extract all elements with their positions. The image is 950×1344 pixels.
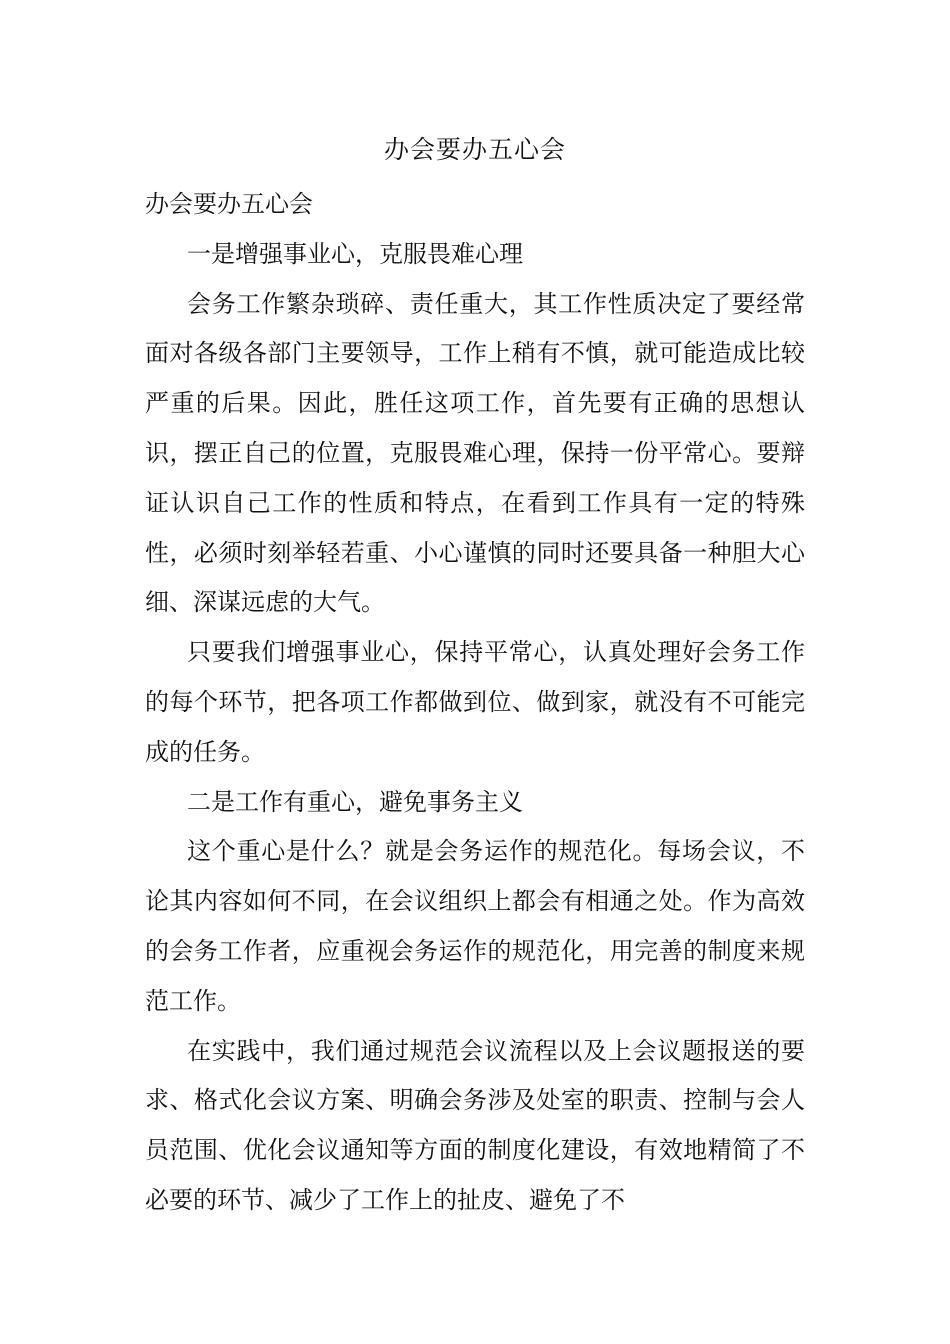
document-body [145, 180, 805, 1226]
page-title: 办会要办五心会 [383, 135, 566, 164]
body-paragraph-4: 在实践中，我们通过规范会议流程以及上会议题报送的要求、格式化会议方案、明确会务涉及处室的职责、控制与会人员范围、优化会议通知等方面的制度化建设，有效地精简了不必要的环节、减少了工作上的扯皮、避免了不 [145, 1036, 805, 1214]
section-heading-2: 二是工作有重心，避免事务主义 [187, 787, 523, 816]
body-paragraph-3: 这个重心是什么？就是会务运作的规范化。每场会议，不论其内容如何不同，在会议组织上都会有相通之处。作为高效的会务工作者，应重视会务运作的规范化，用完善的制度来规范工作。 [145, 837, 805, 1015]
body-paragraph-1: 会务工作繁杂琐碎、责任重大，其工作性质决定了要经常面对各级各部门主要领导，工作上稍有不慎，就可能造成比较严重的后果。因此，胜任这项工作，首先要有正确的思想认识，摆正自己的位置，克服畏难心理，保持一份平常心。要辩证认识自己工作的性质和特点，在看到工作具有一定的特殊性，必须时刻举轻若重、小心谨慎的同时还要具备一种胆大心细、深谋远虑的大气。 [145, 289, 805, 617]
document-subtitle: 办会要办五心会 [145, 190, 313, 218]
body-paragraph-2: 只要我们增强事业心，保持平常心，认真处理好会务工作的每个环节，把各项工作都做到位、做到家，就没有不可能完成的任务。 [145, 638, 805, 766]
section-heading-1: 一是增强事业心，克服畏难心理 [187, 239, 523, 268]
